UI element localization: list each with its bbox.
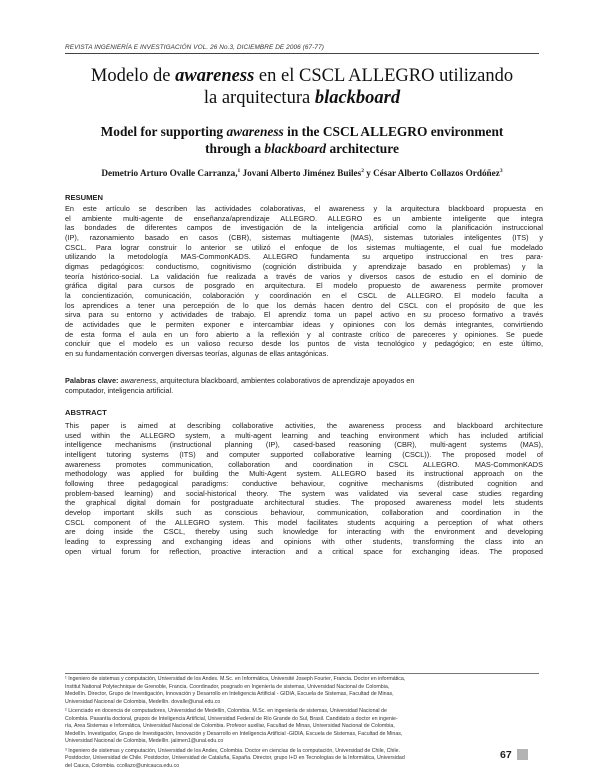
footnote-line: ² Licenciado en docencia de computadores, Universidad de Medellín, Colombia. M.Sc. en ingeniería de sistemas, Universidad Nacional de (65, 708, 387, 714)
title-en-emphasis: blackboard (264, 141, 327, 156)
keywords-term: awareness (118, 376, 157, 385)
footnote-item (65, 708, 543, 746)
footnotes (65, 676, 543, 772)
author-name: y César Alberto Collazos Ordóñez (363, 168, 500, 179)
author-affiliation-mark: 1 (237, 168, 241, 174)
text-line: CSCL component of the ALLEGRO system. This model facilitates students acquiring a perception of what others (65, 517, 543, 527)
resumen-body (65, 204, 543, 359)
title-english-line-2 (65, 140, 539, 157)
footnote-line: ³ Ingeniero de sistemas y computación, Universidad de los Andes, Colombia. Doctor en ciencias de la computación, Universidad de Chile, Chile. (65, 747, 401, 754)
title-spanish-line-1 (65, 65, 539, 87)
footnote-item (65, 676, 543, 706)
abstract-heading: ABSTRACT (65, 408, 107, 417)
text-line: methodology was applied for building the Multi-Agent system. ALLEGRO based its instructional approach on the (65, 469, 543, 479)
title-en-text: through a (205, 141, 265, 156)
text-line: en su fundamentación convergen diversas teorías, algunas de ellas antagónicas. (65, 348, 329, 358)
footnote-line: ría, Área Sistemas e Informática, Universidad Nacional de Colombia. Profesor auxiliar, Facultad de Minas, Universidad Nacional de Colombia, (65, 723, 395, 729)
text-line: intelligent tutoring systems (ITS) and computer supported collaborative learning (CSCL)). The proposed model of (65, 449, 543, 459)
footnote-line: del Cauca, Colombia. ccollazo@unicauca.edu.co (65, 762, 180, 769)
text-line: problem-based learning) and social-historical theory. The system was validated via several case studies regarding (65, 488, 543, 498)
title-en-text: Model for supporting (100, 124, 227, 139)
footnote-line: ¹ Ingeniero de sistemas y computación, Universidad de los Andes. M.Sc. en Informática, Université Joseph Fourier, Francia. Doctor en informática, (65, 676, 406, 682)
title-english (65, 123, 539, 157)
title-spanish-line-2 (65, 87, 539, 109)
text-line: de esta forma el aula en un foro abierto a la reflexión y al contraste crítico de pareceres y opiniones. Se puede (65, 329, 543, 339)
title-english-line-1 (65, 123, 539, 140)
text-line: CSCL. Para lograr construir lo anterior se utilizó el enfoque de los sistemas multiagente, el cual fue modelado (65, 242, 543, 252)
journal-header: REVISTA INGENIERÍA E INVESTIGACIÓN VOL. 26 No.3, DICIEMBRE DE 2006 (67-77) (65, 44, 324, 51)
text-line: (IP), razonamiento basado en casos (CBR), sistemas multiagente (MAS), sistemas tutoriales inteligentes (ITS) y (65, 232, 543, 242)
text-line: teoría histórico-social. La validación fue realizada a través de varios y diversos casos de estudio en el dominio de (65, 271, 543, 281)
text-line: concluir que el modelo es un valioso recurso desde los puntos de vista tecnológico y pedagógico; en este último, (65, 339, 543, 349)
author-list (65, 168, 539, 178)
title-en-emphasis: awareness (226, 124, 284, 139)
text-line: En este artículo se describen las actividades colaborativas, el awareness y la arquitectura blackboard propuesta en (65, 204, 543, 213)
text-line: las bondades de diferentes campos de investigación de la inteligencia artificial como la planificación instruccional (65, 223, 543, 233)
footnote-line: Medellín. Investigador, Grupo de Investigación, Innovación y Desarrollo en Inteligencia Artificial -GIDIA, Escuela de Sistemas, Facultad de Minas, (65, 730, 403, 737)
text-line: open virtual forum for reflection, proactive interaction and a critical space for exchanging ideas. The proposed (65, 546, 543, 556)
page-marker-square (517, 749, 528, 760)
footnote-line: Colombia. Pasantía doctoral, grupos de Inteligencia Artificial, Universidad Federal de Río Grande do Sul, Brasil. Candidato a doctor en ingenie- (65, 715, 398, 722)
text-line: los aprendices a tener una percepción de lo que los demás hacen dentro del CSCL con el propósito de que les (65, 300, 543, 310)
header-rule (65, 53, 539, 54)
author-name: Jovani Alberto Jiménez Builes (240, 168, 362, 179)
text-line: de actividades que le permiten exponer e intercambiar ideas y opiniones con los demás integrantes, convirtiendo (65, 319, 543, 329)
text-line: gráfica digital para cursos de posgrado en arquitectura. El modelo propuesto de awareness permite promover (65, 281, 543, 291)
footnote-line: Institut National Polytechnique de Grenoble, Francia. Coordinador, posgrado en Ingeniería de sistemas, Universidad Nacional de Colombia, (65, 683, 390, 690)
title-en-text: architecture (326, 141, 399, 156)
keywords-label: Palabras clave: (65, 376, 119, 385)
title-es-emphasis: awareness (175, 66, 255, 86)
footnote-line: Postdoctor, Universidad de Chile. Postdoctor, Universidad de Cataluña, España. Director, grupo I+D en Tecnologías de la Informática, Universidad (65, 755, 405, 761)
title-es-text: en el CSCL ALLEGRO utilizando (254, 66, 514, 86)
text-line: develop important skills such as conscious behaviour, communication, collaboration and coordination in the (65, 507, 543, 517)
text-line: are doing inside the CSCL, thereby using such knowledge for interacting with the environment and developing (65, 527, 543, 537)
resumen-heading: RESUMEN (65, 193, 103, 202)
author-affiliation-mark: 2 (361, 168, 364, 174)
title-en-text: in the CSCL ALLEGRO environment (283, 124, 504, 139)
text-line: intelligence mechanisms (instructional planning (IP), cased-based reasoning (CBR), multi-agent systems (MAS), (65, 440, 543, 450)
text-line: awareness promotes communication, collaboration and coordination in CSCL ALLEGRO. MAS-CommonKADS (65, 459, 543, 469)
footnote-rule (65, 673, 539, 674)
text-line: leading to expressing and exchanging ideas and opinions with other students, transforming the class into an (65, 536, 543, 546)
title-es-text: la arquitectura (203, 88, 315, 108)
text-line: This paper is aimed at describing collaborative activities, the awareness process and blackboard architecture (65, 421, 543, 430)
footnote-line: Universidad Nacional de Colombia, Medellín. jaiimen1@unal.edu.co (65, 738, 224, 744)
text-line: utilizando la metodología MAS-CommonKADS. ALLEGRO fundamenta su arquetipo instruccional en tres para- (65, 252, 543, 262)
text-line: the graphical digital domain for postgraduate architectural studies. The proposed awareness model lets students (65, 498, 543, 508)
footnote-line: Medellín. Director, Grupo de Investigación, Innovación y Desarrollo en Inteligencia Artificial - GIDIA, Escuela de Sistemas, Facultad de Minas, (65, 691, 394, 697)
text-line: used within the ALLEGRO system, a multi-agent learning and teaching environment which has included artificial (65, 430, 543, 440)
abstract-body (65, 421, 543, 556)
author-affiliation-mark: 3 (499, 168, 503, 174)
keywords-terms: , arquitectura blackboard, ambientes colaborativos de aprendizaje apoyados en (156, 376, 415, 385)
page-number: 67 (500, 749, 512, 761)
keywords-line (65, 376, 543, 386)
text-line: el ambiente multi-agente de enseñanza/aprendizaje ALLEGRO. ALLEGRO es un ambiente inteligente que integra (65, 213, 543, 223)
text-line: sirva para su entorno y actividades de trabajo. El aprendiz toma un papel activo en su proceso formativo a través (65, 310, 543, 320)
text-line: la concientización, comunicación, colaboración y coordinación en el CSCL de ALLEGRO. El modelo faculta a (65, 290, 543, 300)
author-name: Demetrio Arturo Ovalle Carranza, (101, 168, 238, 179)
footnote-item (65, 748, 543, 771)
title-es-emphasis: blackboard (314, 88, 401, 108)
text-line: following three pedagogical paradigms: conductive behaviour, cognitive mechanisms (distributed cognition and (65, 478, 543, 488)
text-line: digmas pedagógicos: conductismo, cognitivismo (cognición distribuida y aprendizaje basado en problemas) y la (65, 261, 543, 271)
title-spanish (65, 65, 539, 109)
keywords (65, 376, 543, 395)
footnote-line: Universidad Nacional de Colombia, Medellín. dovalle@unal.edu.co (65, 698, 221, 705)
title-es-text: Modelo de (90, 66, 176, 86)
keywords-line: computador, inteligencia artificial. (65, 385, 174, 395)
